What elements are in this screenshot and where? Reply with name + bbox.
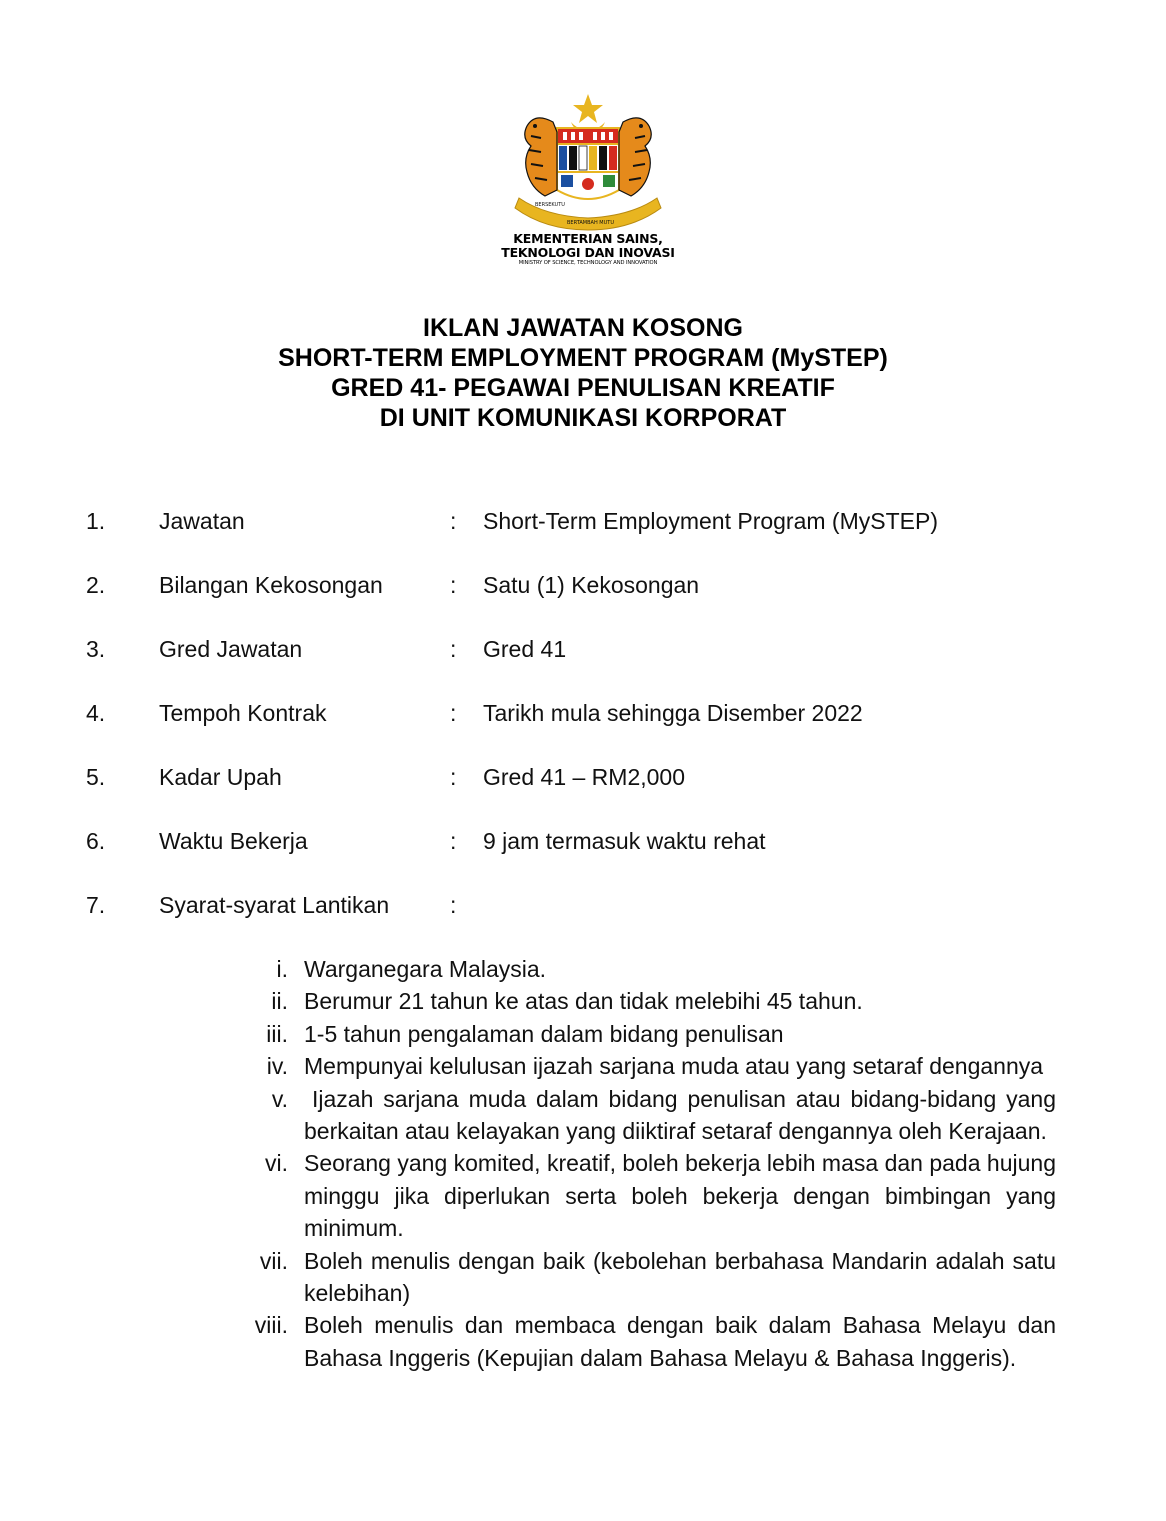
row-colon: : — [450, 892, 457, 918]
row-label: Bilangan Kekosongan — [159, 572, 383, 598]
ministry-logo — [493, 92, 683, 282]
title-line2: SHORT-TERM EMPLOYMENT PROGRAM (MySTEP) — [278, 344, 888, 372]
list-item — [0, 985, 1166, 1017]
logo-line2: TEKNOLOGI DAN INOVASI — [501, 245, 675, 260]
detail-row-gred — [0, 633, 1166, 665]
ribbon-center-text: BERTAMBAH MUTU — [567, 220, 614, 226]
left-tiger-icon — [525, 118, 557, 196]
list-item — [0, 1050, 1166, 1082]
row-label: Waktu Bekerja — [159, 828, 308, 854]
row-value: Tarikh mula sehingga Disember 2022 — [483, 700, 863, 726]
row-number: 5. — [86, 764, 106, 790]
list-item-number: iv. — [266, 1053, 288, 1080]
list-item — [0, 953, 1166, 985]
row-colon: : — [450, 700, 457, 726]
title-line4: DI UNIT KOMUNIKASI KORPORAT — [379, 404, 787, 432]
detail-row-bilangan — [0, 569, 1166, 601]
row-number: 1. — [86, 508, 106, 534]
ribbon-left-text: BERSEKUTU — [535, 202, 565, 208]
row-number: 4. — [86, 700, 106, 726]
row-value: Gred 41 — [483, 636, 567, 662]
list-item-number: ii. — [271, 988, 288, 1015]
row-number: 2. — [86, 572, 106, 598]
row-colon: : — [450, 764, 457, 790]
list-item — [0, 1309, 1166, 1374]
row-value: Satu (1) Kekosongan — [483, 572, 700, 598]
list-item-number: v. — [271, 1085, 288, 1112]
detail-row-syarat — [0, 889, 1166, 921]
row-number: 6. — [86, 828, 106, 854]
detail-row-waktu — [0, 825, 1166, 857]
list-item — [0, 1147, 1166, 1244]
row-label: Jawatan — [159, 508, 245, 534]
row-label: Syarat-syarat Lantikan — [159, 892, 390, 918]
page-title — [0, 313, 1166, 433]
detail-row-jawatan — [0, 505, 1166, 537]
row-number: 7. — [86, 892, 106, 918]
requirements-list — [0, 953, 1166, 1374]
detail-row-tempoh — [0, 697, 1166, 729]
row-label: Tempoh Kontrak — [159, 700, 327, 726]
row-value: 9 jam termasuk waktu rehat — [483, 828, 766, 854]
list-item-number: vi. — [265, 1150, 288, 1177]
list-item — [0, 1018, 1166, 1050]
list-item-text: Boleh menulis dan membaca dengan baik dalam Bahasa Melayu dan Bahasa Inggeris (Kepujian dalam Bahasa Melayu & Bahasa Inggeris). — [304, 1312, 1056, 1371]
row-colon: : — [450, 508, 457, 534]
logo-line1: KEMENTERIAN SAINS, — [513, 231, 663, 246]
row-number: 3. — [86, 636, 106, 662]
list-item-text: Warganegara Malaysia. — [304, 956, 547, 982]
row-label: Gred Jawatan — [159, 636, 303, 662]
logo-line3: MINISTRY OF SCIENCE, TECHNOLOGY AND INNOVATION — [518, 260, 658, 266]
detail-row-kadar — [0, 761, 1166, 793]
star-icon — [573, 94, 603, 123]
row-colon: : — [450, 636, 457, 662]
right-tiger-icon — [619, 118, 651, 196]
list-item-number: i. — [276, 956, 288, 982]
row-colon: : — [450, 828, 457, 854]
row-value: Gred 41 – RM2,000 — [483, 764, 686, 790]
list-item — [0, 1083, 1166, 1148]
row-colon: : — [450, 572, 457, 598]
list-item-text: 1-5 tahun pengalaman dalam bidang penulisan — [304, 1020, 784, 1047]
list-item-number: viii. — [254, 1312, 288, 1339]
list-item-text: Berumur 21 tahun ke atas dan tidak melebihi 45 tahun. — [304, 988, 863, 1015]
list-item-text: Mempunyai kelulusan ijazah sarjana muda atau yang setaraf dengannya — [304, 1053, 1044, 1080]
list-item-text: Ijazah sarjana muda dalam bidang penulisan atau bidang-bidang yang berkaitan atau kelayakan yang diiktiraf setaraf dengannya oleh Kerajaan. — [304, 1085, 1056, 1145]
title-line3: GRED 41- PEGAWAI PENULISAN KREATIF — [331, 374, 835, 402]
list-item-text: Seorang yang komited, kreatif, boleh bekerja lebih masa dan pada hujung minggu jika diperlukan serta boleh bekerja dengan bimbingan yang minimum. — [304, 1150, 1056, 1242]
list-item-number: vii. — [259, 1247, 288, 1274]
title-line1: IKLAN JAWATAN KOSONG — [423, 314, 743, 342]
coat-of-arms-icon — [505, 92, 671, 232]
list-item-text: Boleh menulis dengan baik (kebolehan berbahasa Mandarin adalah satu kelebihan) — [304, 1247, 1056, 1307]
row-value: Short-Term Employment Program (MySTEP) — [483, 508, 938, 534]
list-item — [0, 1245, 1166, 1310]
row-label: Kadar Upah — [159, 764, 282, 790]
list-item-number: iii. — [266, 1020, 288, 1047]
